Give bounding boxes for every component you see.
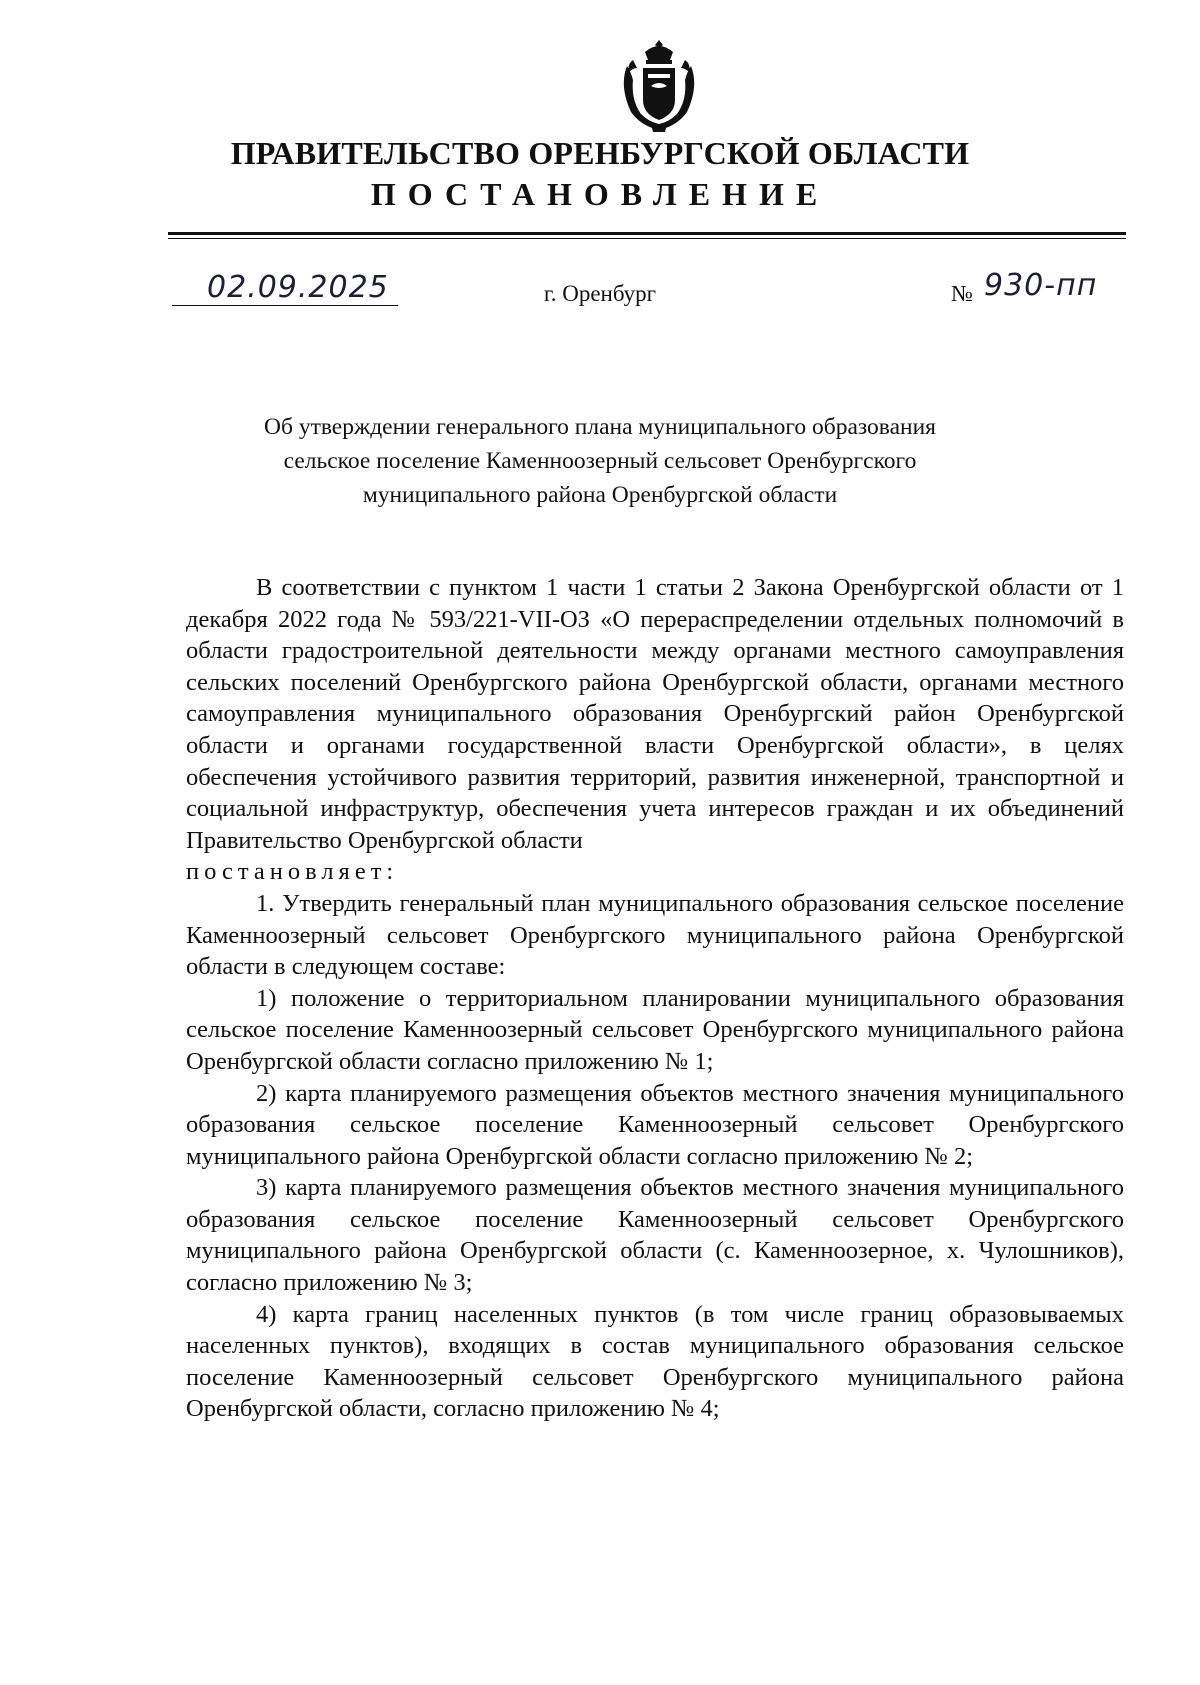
item-paragraph: 2) карта планируемого размещения объектов местного значения муниципального образования сельское поселение Каменноозерный сельсовет Оренбургского муниципального района Оренбургской области согласно приложению № 2; <box>186 1079 1124 1170</box>
document-date: 02.09.2025 <box>207 270 389 305</box>
subject-line: муниципального района Оренбургской области <box>362 482 838 508</box>
subject-line: Об утверждении генерального плана муниципального образования <box>264 414 936 440</box>
coat-of-arms-icon <box>615 38 703 134</box>
subject-line: сельское поселение Каменноозерный сельсовет Оренбургского <box>283 448 917 474</box>
document-type: ПОСТАНОВЛЕНИЕ <box>370 176 830 212</box>
resolves-paragraph <box>186 856 1124 888</box>
header-divider <box>168 232 1126 235</box>
item-paragraph: 4) карта границ населенных пунктов (в том числе границ образовываемых населенных пунктов), входящих в состав муниципального образования сельское поселение Каменноозерный сельсовет Оренбургского муниципального района Оренбургской области, согласно приложению № 4; <box>186 1300 1124 1423</box>
item-paragraph: 3) карта планируемого размещения объектов местного значения муниципального образования сельское поселение Каменноозерный сельсовет Оренбургского муниципального района Оренбургской области (с. Каменноозерное, х. Чулошников), согласно приложению № 3; <box>186 1174 1124 1297</box>
item-paragraph: 1) положение о территориальном планировании муниципального образования сельское поселение Каменноозерный сельсовет Оренбургского муниципального района Оренбургской области согласно приложению № 1; <box>186 984 1124 1075</box>
preamble-paragraph: В соответствии с пунктом 1 части 1 статьи 2 Закона Оренбургской области от 1 декабря 2022 года № 593/221-VII-ОЗ «О перераспределении отдельных полномочий в области градостроительной деятельности между органами местного самоуправления сельских поселений Оренбургского района Оренбургской области, органами местного самоуправления муниципального образования Оренбургский район Оренбургской области и органами государственной власти Оренбургской области», в целях обеспечения устойчивого развития территорий, развития инженерной, транспортной и социальной инфраструктур, обеспечения учета интересов граждан и их объединений Правительство Оренбургской области <box>186 574 1124 854</box>
document-city: г. Оренбург <box>543 281 657 306</box>
item-paragraph: 1. Утвердить генеральный план муниципального образования сельское поселение Каменноозерный сельсовет Оренбургского муниципального района Оренбургской области в следующем составе: <box>186 889 1124 981</box>
header-divider-thin <box>168 238 1126 239</box>
document-subject <box>0 410 1200 512</box>
number-sign: № <box>951 281 973 306</box>
resolves-word: постановляет: <box>186 858 399 886</box>
document-number: 930-пп <box>984 268 1098 303</box>
document-body <box>186 572 1124 1425</box>
org-title: ПРАВИТЕЛЬСТВО ОРЕНБУРГСКОЙ ОБЛАСТИ <box>230 135 970 171</box>
